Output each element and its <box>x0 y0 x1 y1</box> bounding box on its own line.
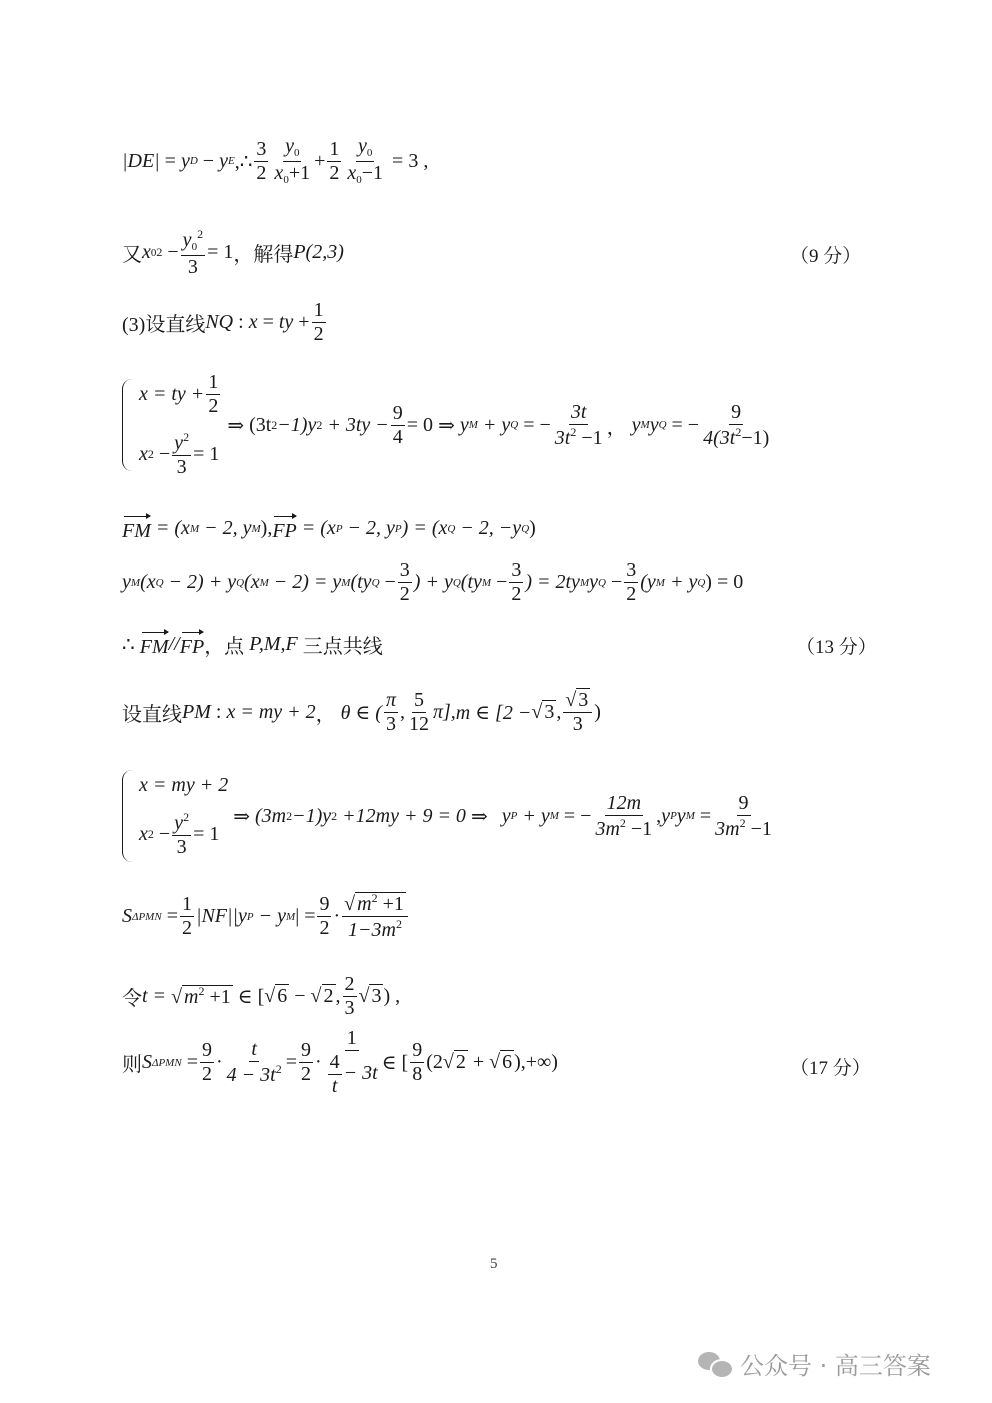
page-number: 5 <box>490 1256 498 1272</box>
line-pm: 设直线 PM : x = my + 2 ， θ ∈ ( π 3 , 5 12 π], m ∈ [2 − √ 3 , √ 3 3 ) <box>122 689 601 735</box>
left-brace <box>122 379 133 471</box>
line-de: |DE| = y D − y E ,∴ 3 2 $y_0$ $x_0+1$ + $\frac{1}{2}$ $\frac{y_0}{x_0-1}$ = 3 , <box>122 135 429 186</box>
line-parallel: ∴ FM // FP ，点 P,M,F 三点共线 <box>122 630 383 659</box>
line-range: 则 S ΔPMN = $\frac{9}{2}$ · $\frac{t}{4 - 3t^2}$ = $\frac{9}{2}$ · 1 $\frac{4}{t}$ − 3t ∈ [ 9 8 (2 √ 2 + √ 6 ),+∞) <box>122 1027 558 1097</box>
score-13: （13 分） <box>796 637 877 658</box>
score-9: （9 分） <box>790 246 862 267</box>
left-brace <box>122 770 133 862</box>
line-area: S ΔPMN = $\frac{1}{2}$ |NF||y P − y M | = $\frac{9}{2}$ · √ $m^2 +1$ $1-3m^2$ <box>122 892 410 941</box>
score-17: （17 分） <box>790 1058 871 1079</box>
line-substitution: 令 t = √ $m^2 +1$ ∈ [ √ 6 − √ 2 , 2 3 √ 3 ) , <box>122 973 401 1019</box>
footer-watermark <box>698 1346 931 1381</box>
line-vectors: FM = (x M − 2, y M ), FP = (x P − 2, y P ) = (x Q − 2, −y Q ) <box>122 514 536 543</box>
vector-fm: FM <box>122 514 151 543</box>
line-hyperbola-point: 又 x 0 2 − $\frac{y_0^2}{3}$ = 1 ，解得 P(2,3) <box>122 227 344 278</box>
system-pm: x = my + 2 x 2 − $\frac{y^2}{3}$ = 1 ⇒ (3m 2 −1)y 2 +12my + 9 = 0 ⇒ y P + y M = − $\frac{12m}{3m^2 -1}$ , y P y M = $\frac{9}{3m^2 -1}$ <box>122 770 776 862</box>
vector-fp: FP <box>272 514 296 543</box>
vector-fp: FP <box>180 630 204 659</box>
line-nq: (3)设直线 NQ : x = ty + $\frac{1}{2}$ <box>122 299 324 345</box>
wechat-icon <box>698 1350 732 1378</box>
system-nq: x = ty + $\frac{1}{2}$ x 2 − $\frac{y^2}{3}$ = 1 ⇒ (3t 2 −1)y 2 + 3ty − $\frac{9}{4}$ = 0 ⇒ y M + y Q = − $\frac{3t}{3t^2 -1}$ ， y M y Q = − $\frac{9}{4(3t^2-1)}$ <box>122 372 773 478</box>
line-collinear-check: y M (x Q − 2) + y Q (x M − 2) = y M (ty Q − $\frac{3}{2}$ ) + y Q (ty M − $\frac{3}{2}$ ) = 2ty M y Q − $\frac{3}{2}$ (y M + y Q ) = 0 <box>122 559 744 605</box>
footer-text: 公众号 · 高三答案 <box>740 1352 931 1380</box>
vector-fm: FM <box>140 630 169 659</box>
